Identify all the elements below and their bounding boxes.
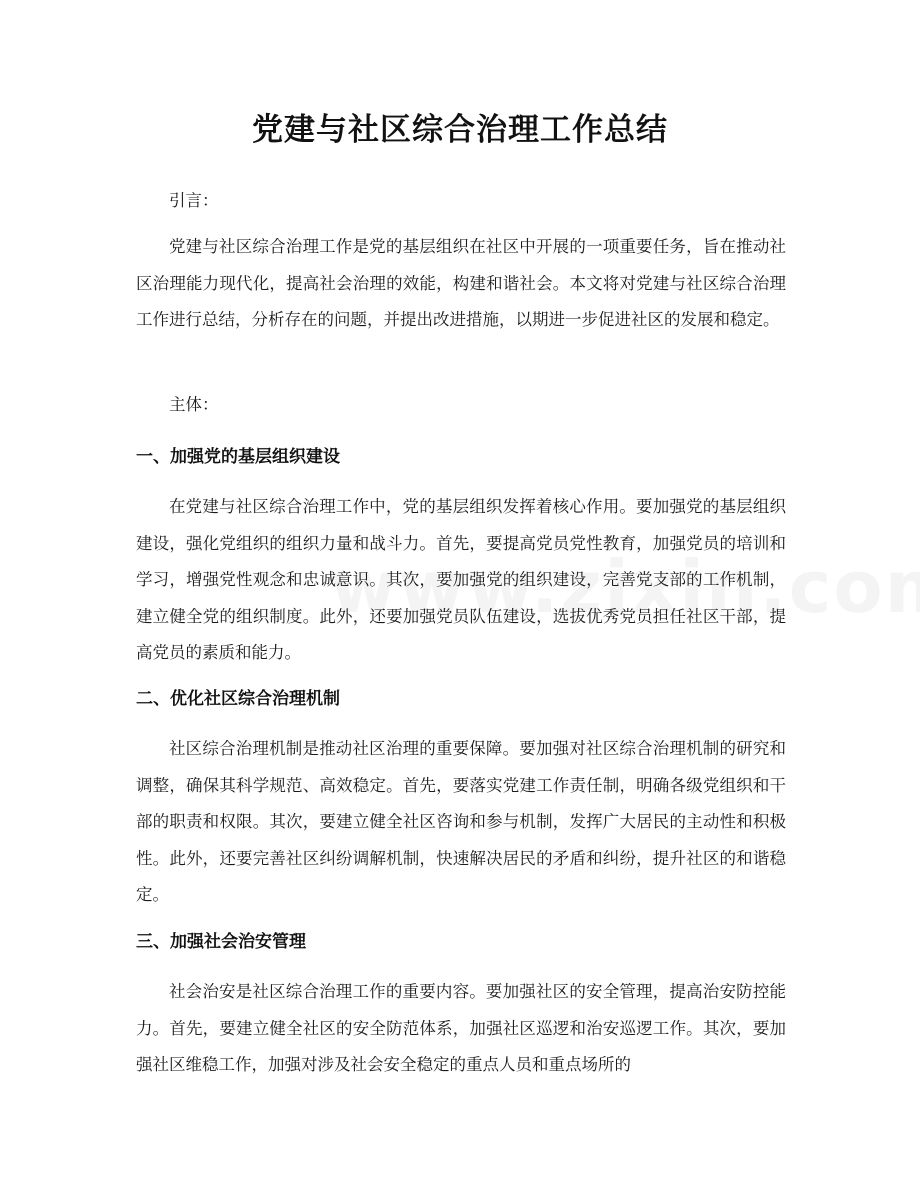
section-2-heading: 二、优化社区综合治理机制: [136, 689, 340, 709]
section-1-paragraph: 在党建与社区综合治理工作中，党的基层组织发挥着核心作用。要加强党的基层组织建设，强化党组织的组织力量和战斗力。首先，要提高党员党性教育，加强党员的培训和学习，增强党性观念和忠诚意识。其次，要加强党的组织建设，完善党支部的工作机制，建立健全党的组织制度。此外，还要加强党员队伍建设，选拔优秀党员担任社区干部，提高党员的素质和能力。: [136, 497, 786, 662]
intro-label: 引言：: [169, 191, 219, 210]
section-1-heading: 一、加强党的基层组织建设: [136, 447, 340, 467]
section-3-paragraph: 社会治安是社区综合治理工作的重要内容。要加强社区的安全管理，提高治安防控能力。首先，要建立健全社区的安全防范体系，加强社区巡逻和治安巡逻工作。其次，要加强社区维稳工作，加强对涉及社会安全稳定的重点人员和重点场所的: [136, 982, 786, 1074]
body-label: 主体：: [169, 395, 219, 414]
intro-paragraph: 党建与社区综合治理工作是党的基层组织在社区中开展的一项重要任务，旨在推动社区治理能力现代化，提高社会治理的效能，构建和谐社会。本文将对党建与社区综合治理工作进行总结，分析存在的问题，并提出改进措施，以期进一步促进社区的发展和稳定。: [136, 237, 786, 329]
section-2-paragraph: 社区综合治理机制是推动社区治理的重要保障。要加强对社区综合治理机制的研究和调整，确保其科学规范、高效稳定。首先，要落实党建工作责任制，明确各级党组织和干部的职责和权限。其次，要建立健全社区咨询和参与机制，发挥广大居民的主动性和积极性。此外，还要完善社区纠纷调解机制，快速解决居民的矛盾和纠纷，提升社区的和谐稳定。: [136, 739, 786, 904]
section-3-heading: 三、加强社会治安管理: [136, 932, 306, 952]
page-title: 党建与社区综合治理工作总结: [252, 112, 668, 148]
